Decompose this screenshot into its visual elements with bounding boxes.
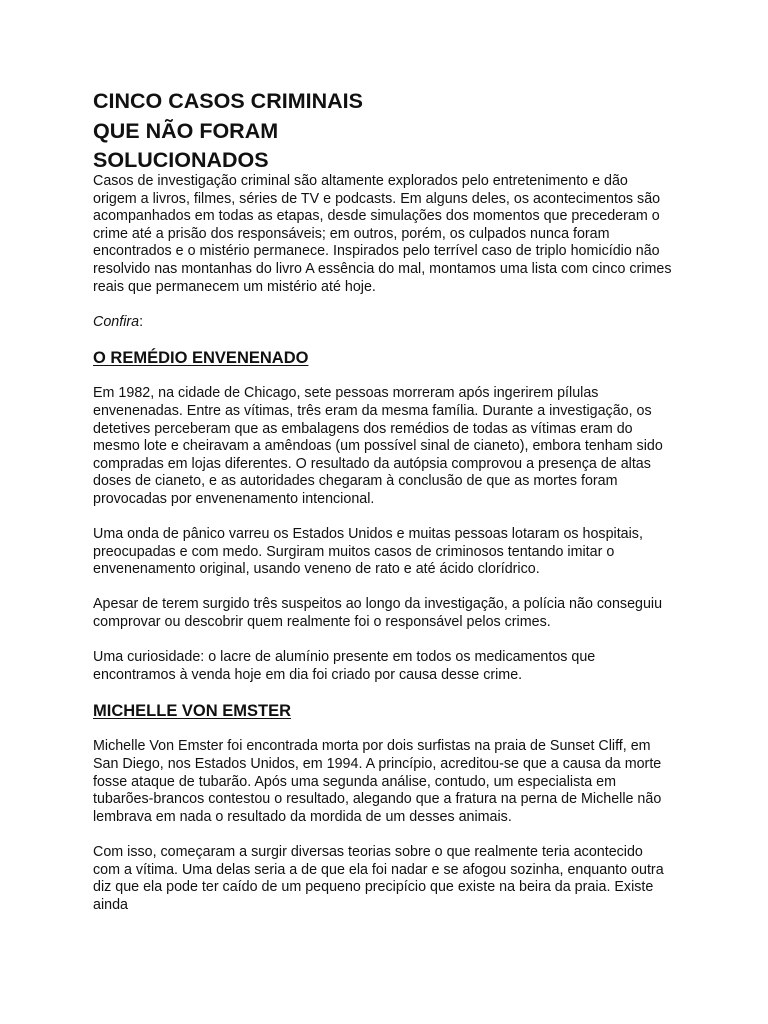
section-heading-poisoned-medicine: O REMÉDIO ENVENENADO [93, 349, 309, 368]
title-line-1: CINCO CASOS CRIMINAIS [93, 89, 363, 113]
section-1-paragraph-2: Uma onda de pânico varreu os Estados Unidos e muitas pessoas lotaram os hospitais, preocupadas e com medo. Surgiram muitos casos de criminosos tentando imitar o envenenamento original, usando veneno de rato e até ácido clorídrico. [93, 526, 643, 578]
confira-line [93, 314, 673, 332]
intro-paragraph: Casos de investigação criminal são altamente explorados pelo entretenimento e dão origem a livros, filmes, séries de TV e podcasts. Em alguns deles, os acontecimentos são acompanhados em todas as etapas, desde simulações dos momentos que precederam o crime até a prisão dos responsáveis; em outros, porém, os culpados nunca foram encontrados e o mistério permanece. Inspirados pelo terrível caso de triplo homicídio não resolvido nas montanhas do livro A essência do mal, montamos uma lista com cinco crimes reais que permanecem um mistério até hoje. [93, 173, 672, 295]
section-heading-michelle-von-emster: MICHELLE VON EMSTER [93, 702, 292, 721]
confira-colon: : [139, 313, 144, 330]
section-2-paragraph-2: Com isso, começaram a surgir diversas teorias sobre o que realmente teria acontecido com a vítima. Uma delas seria a de que ela foi nadar e se afogou sozinha, enquanto outra diz que ela pode ter caído de um pequeno precipício que existe na beira da praia. Existe ainda [93, 844, 664, 913]
page-title [93, 87, 693, 176]
section-2-paragraph-1: Michelle Von Emster foi encontrada morta por dois surfistas na praia de Sunset Cliff, em San Diego, nos Estados Unidos, em 1994. A princípio, acreditou-se que a causa da morte fosse ataque de tubarão. Após uma segunda análise, contudo, um especialista em tubarões-brancos contestou o resultado, alegando que a fratura na perna de Michelle não lembrava em nada o resultado da mordida de um desses animais. [93, 738, 662, 825]
section-1-paragraph-3: Apesar de terem surgido três suspeitos ao longo da investigação, a polícia não conseguiu comprovar ou descobrir quem realmente foi o responsável pelos crimes. [93, 596, 663, 631]
confira-label: Confira [93, 313, 140, 330]
title-line-2: QUE NÃO FORAM [93, 118, 279, 143]
section-1-paragraph-4: Uma curiosidade: o lacre de alumínio presente em todos os medicamentos que encontramos à venda hoje em dia foi criado por causa desse crime. [93, 649, 596, 683]
section-1-paragraph-1: Em 1982, na cidade de Chicago, sete pessoas morreram após ingerirem pílulas envenenadas. Entre as vítimas, três eram da mesma família. Durante a investigação, os detetives perceberam que as embalagens dos remédios de todas as vítimas eram do mesmo lote e cheiravam a amêndoas (um possível sinal de cianeto), embora tenham sido compradas em lojas diferentes. O resultado da autópsia comprovou a presença de altas doses de cianeto, e as autoridades chegaram à conclusão de que as mortes foram provocadas por envenenamento intencional. [93, 385, 663, 507]
article-body [93, 173, 673, 914]
title-line-3: SOLUCIONADOS [93, 148, 269, 172]
